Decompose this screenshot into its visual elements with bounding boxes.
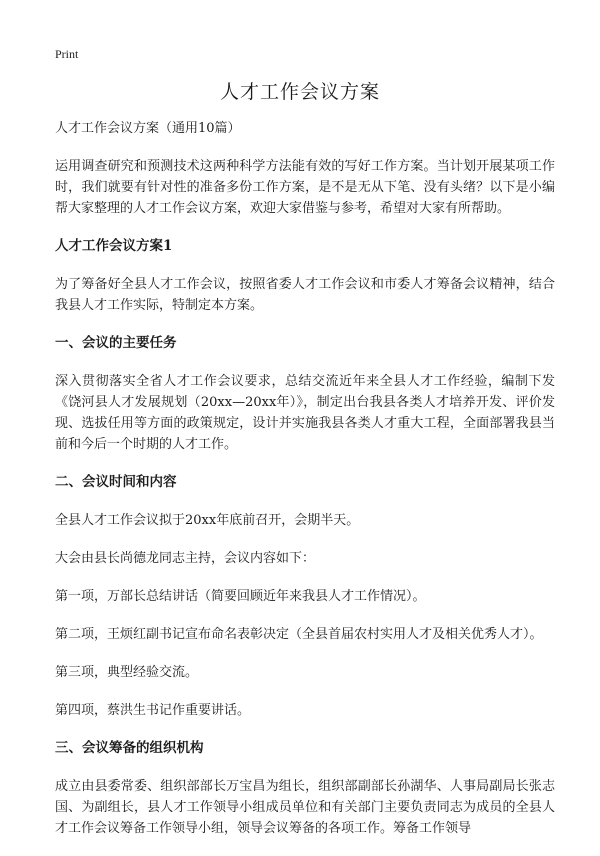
agenda-item-1: 第一项，万部长总结讲话（简要回顾近年来我县人才工作情况）。 [55,589,426,604]
section-1-intro: 为了筹备好全县人才工作会议，按照省委人才工作会议和市委人才筹备会议精神，结合我县人才工作实际，特制定本方案。 [55,277,555,313]
document-body [55,118,555,856]
part-3-heading: 三、会议筹备的组织机构 [55,740,204,756]
intro-paragraph: 运用调查研究和预测技术这两种科学方法能有效的写好工作方案。当计划开展某项工作时，我们就要有针对性的准备多份工作方案，是不是无从下笔、没有头绪？以下是小编帮大家整理的人才工作会议方案，欢迎大家借鉴与参考，希望对大家有所帮助。 [55,159,555,216]
part-1-body: 深入贯彻落实全省人才工作会议要求，总结交流近年来全县人才工作经验，编制下发《饶河县人才发展规划（20xx—20xx年）》，制定出台我县各类人才培养开发、评价发现、选拔任用等方面的政策规定，设计并实施我县各类人才重大工程，全面部署我县当前和今后一个时期的人才工作。 [55,374,555,452]
agenda-item-4: 第四项，蔡洪生书记作重要讲话。 [55,703,251,718]
part-2-paragraph-1: 全县人才工作会议拟于20xx年底前召开，会期半天。 [55,513,360,528]
part-3-body: 成立由县委常委、组织部部长万宝昌为组长，组织部副部长孙湖华、人事局副局长张志国、为副组长，县人才工作领导小组成员单位和有关部门主要负责同志为成员的全县人才工作会议筹备工作领导小组，领导会议筹备的各项工作。筹备工作领导 [55,779,555,836]
page-title: 人才工作会议方案 [219,81,380,103]
agenda-item-3: 第三项，典型经验交流。 [55,665,199,680]
section-1-title: 人才工作会议方案1 [55,238,173,254]
part-2-paragraph-2: 大会由县长尚德龙同志主持，会议内容如下： [55,551,316,566]
agenda-item-2: 第二项，王烦红副书记宣布命名表彰决定（全县首届农村实用人才及相关优秀人才）。 [55,627,543,642]
part-2-heading: 二、会议时间和内容 [55,474,177,490]
print-link[interactable]: Print [55,47,79,61]
part-1-heading: 一、会议的主要任务 [55,335,177,351]
document-subtitle: 人才工作会议方案（通用10篇） [55,121,241,136]
